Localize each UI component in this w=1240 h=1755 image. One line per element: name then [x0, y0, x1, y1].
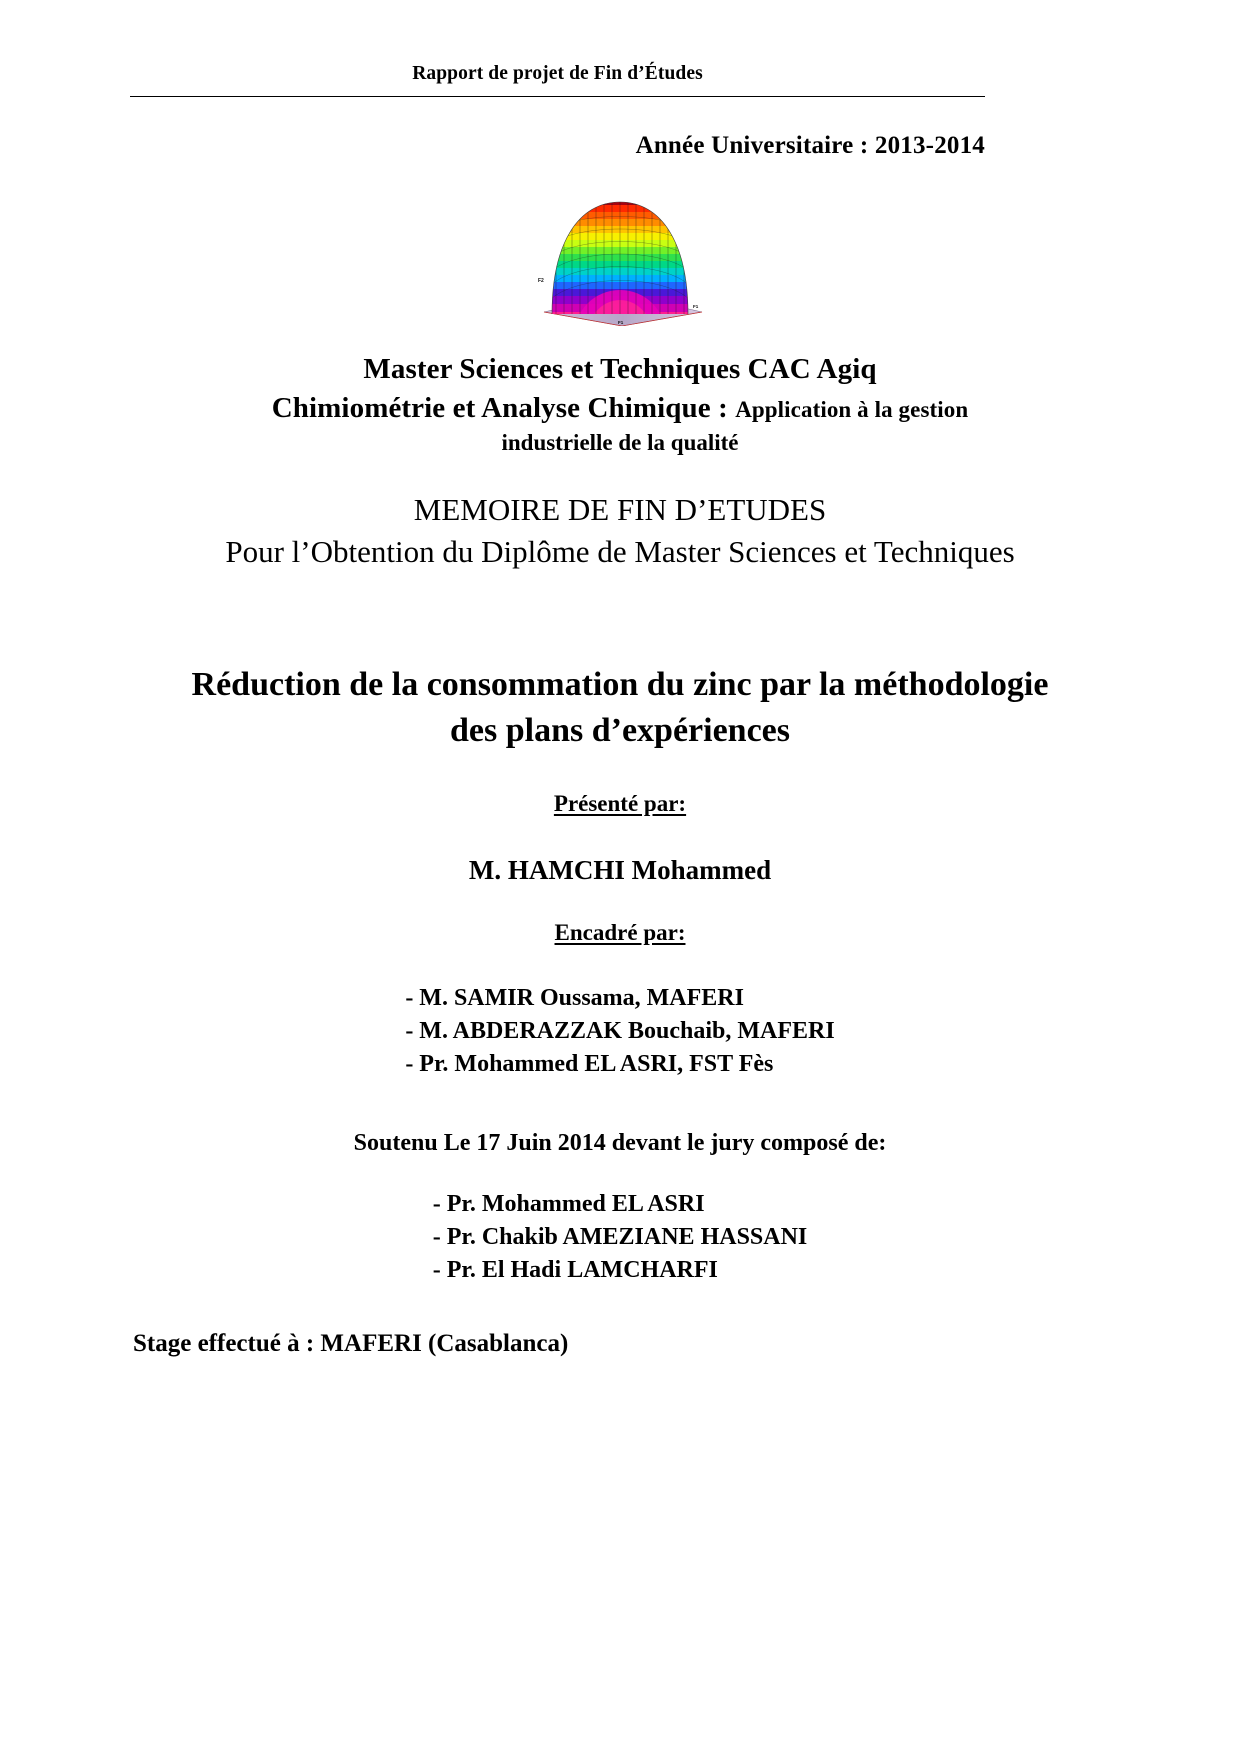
presented-by-text: Présenté par: — [553, 791, 687, 816]
jury-list — [0, 1188, 1240, 1287]
memoire-subheading: Pour l’Obtention du Diplôme de Master Sciences et Techniques — [225, 534, 1015, 570]
supervised-by-label — [0, 920, 1240, 946]
author-name: M. HAMCHI Mohammed — [468, 855, 772, 885]
list-item: - Pr. Mohammed EL ASRI, FST Fès — [405, 1051, 774, 1078]
list-item: - M. SAMIR Oussama, MAFERI — [405, 985, 744, 1011]
list-item: - Pr. Chakib AMEZIANE HASSANI — [432, 1224, 808, 1251]
memoire-heading: MEMOIRE DE FIN D’ETUDES — [413, 492, 827, 527]
program-specialty-main: Chimiométrie et Analyse Chimique : — [271, 392, 728, 425]
list-item: - M. ABDERAZZAK Bouchaib, MAFERI — [405, 1018, 835, 1045]
page-title: Réduction de la consommation du zinc par la méthodologie des plans d’expériences — [191, 666, 1049, 749]
academic-year: Année Universitaire : 2013-2014 — [635, 132, 985, 159]
internship-location: Stage effectué à : MAFERI (Casablanca) — [133, 1330, 569, 1357]
list-item: - Pr. Mohammed EL ASRI — [432, 1191, 705, 1217]
axis-label-f2: F2 — [538, 278, 544, 284]
figure-container — [0, 186, 1240, 326]
surface-plot-svg — [530, 186, 710, 326]
response-surface-figure — [530, 186, 710, 326]
program-specialty-sub: Application à la gestion — [735, 397, 969, 423]
memoire-block — [0, 489, 1240, 573]
program-block — [0, 352, 1240, 457]
supervisor-list — [0, 982, 1240, 1081]
defense-statement: Soutenu Le 17 Juin 2014 devant le jury composé de: — [353, 1130, 887, 1156]
supervised-by-text: Encadré par: — [554, 920, 686, 945]
axis-label-f1-bottom: F1 — [618, 320, 624, 325]
program-line-quality: industrielle de la qualité — [501, 429, 739, 455]
header-title: Rapport de projet de Fin d’Études — [412, 63, 703, 84]
page-header — [130, 62, 985, 97]
list-item: - Pr. El Hadi LAMCHARFI — [432, 1257, 718, 1284]
program-line-specialty — [0, 391, 1240, 426]
axis-label-f1-right: F1 — [693, 304, 699, 309]
header-divider — [130, 96, 985, 97]
surface-bands — [540, 196, 700, 326]
presented-by-label — [0, 791, 1240, 817]
program-line-master: Master Sciences et Techniques CAC Agiq — [363, 353, 877, 385]
